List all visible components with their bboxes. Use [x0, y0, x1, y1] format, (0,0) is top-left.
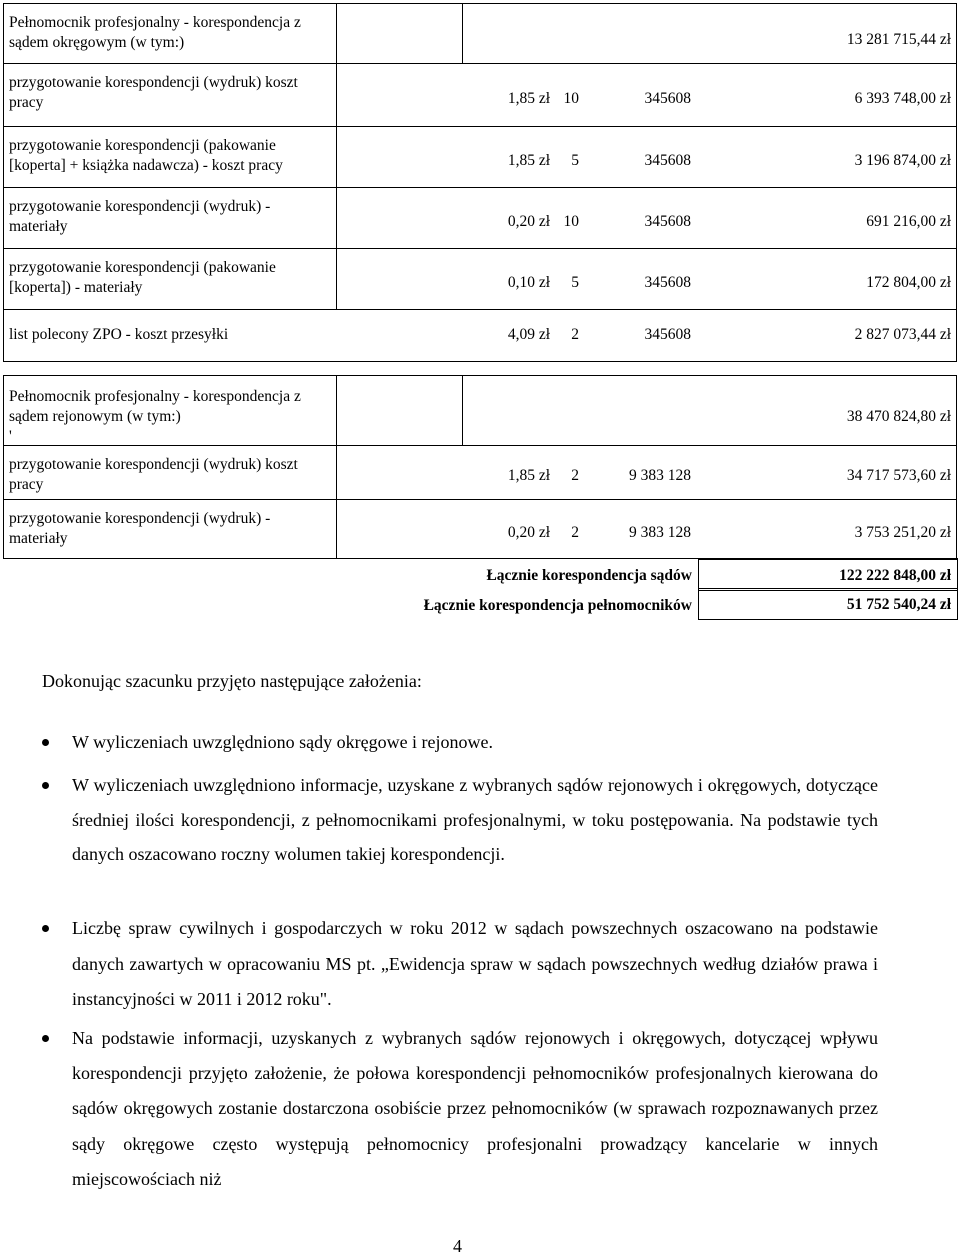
row-total: 3 196 874,00 zł: [854, 152, 951, 169]
row-description: przygotowanie korespondencji (pakowanie [koperta]) - materiały: [9, 259, 276, 296]
count-value: 2: [571, 326, 579, 343]
cases-value: 345608: [644, 274, 691, 291]
rate-value: 1,85 zł: [507, 467, 550, 484]
bullet-icon: [42, 782, 49, 789]
list-item: W wyliczeniach uwzględniono informacje, uzyskane z wybranych sądów rejonowych i okręgowych, dotyczące średniej ilości korespondencji, z pełnomocnikami profesjonalnymi, w toku postępowania. Na podstawie tych danych oszacowano roczny wolumen takiej korespondencji.: [72, 768, 878, 872]
cases-value: 345608: [644, 90, 691, 107]
row-total: 691 216,00 zł: [866, 213, 951, 230]
count-value: 10: [563, 90, 579, 107]
total-value-attorneys: 51 752 540,24 zł: [846, 596, 951, 613]
row-description: przygotowanie korespondencji (wydruk) - materiały: [9, 198, 271, 235]
row-description: przygotowanie korespondencji (wydruk) koszt pracy: [9, 74, 298, 111]
cases-value: 345608: [644, 326, 691, 343]
list-item: W wyliczeniach uwzględniono sądy okręgowe i rejonowe.: [72, 725, 878, 760]
rate-value: 1,85 zł: [507, 90, 550, 107]
row-description: Pełnomocnik profesjonalny - korespondencja z sądem okręgowym (w tym:): [9, 14, 301, 51]
row-description: przygotowanie korespondencji (wydruk) - materiały: [9, 510, 271, 547]
row-total: 13 281 715,44 zł: [846, 31, 951, 48]
rate-value: 0,20 zł: [507, 524, 550, 541]
cases-value: 9 383 128: [629, 524, 691, 541]
list-item: Na podstawie informacji, uzyskanych z wybranych sądów rejonowych i okręgowych, dotyczącej wpływu korespondencji przyjęto założenie, że połowa korespondencji pełnomocników profesjonalnych kierowana do sądów okręgowych zostanie dostarczona osobiście przez pełnomocników (w sprawach rozpoznawanych przez sądy okręgowe często występują pełnomocnicy profesjonalni prowadzący kancelarie w innych miejscowościach niż: [72, 1021, 878, 1197]
cases-value: 345608: [644, 213, 691, 230]
row-note: ': [9, 428, 12, 445]
total-value-courts: 122 222 848,00 zł: [839, 567, 951, 584]
rate-value: 0,10 zł: [507, 274, 550, 291]
page-number: 4: [453, 1236, 462, 1256]
count-value: 5: [571, 274, 579, 291]
table-cell-spacer: [336, 375, 463, 446]
rate-value: 4,09 zł: [507, 326, 550, 343]
list-item: Liczbę spraw cywilnych i gospodarczych w roku 2012 w sądach powszechnych oszacowano na podstawie danych zawartych w opracowaniu MS pt. „Ewidencja spraw w sądach powszechnych według działów prawa i instancyjności w 2011 i 2012 roku".: [72, 911, 878, 1018]
bullet-icon: [42, 739, 49, 746]
row-total: 3 753 251,20 zł: [854, 524, 951, 541]
count-value: 2: [571, 524, 579, 541]
count-value: 10: [563, 213, 579, 230]
rate-value: 0,20 zł: [507, 213, 550, 230]
cases-value: 9 383 128: [629, 467, 691, 484]
bullet-icon: [42, 925, 49, 932]
row-total: 172 804,00 zł: [866, 274, 951, 291]
count-value: 5: [571, 152, 579, 169]
row-total: 6 393 748,00 zł: [854, 90, 951, 107]
bullet-icon: [42, 1035, 49, 1042]
row-total: 2 827 073,44 zł: [854, 326, 951, 343]
row-description: przygotowanie korespondencji (wydruk) koszt pracy: [9, 456, 298, 493]
total-box-courts: [698, 558, 958, 591]
row-description: list polecony ZPO - koszt przesyłki: [9, 326, 229, 343]
total-box-attorneys: [698, 588, 958, 620]
row-description: Pełnomocnik profesjonalny - korespondencja z sądem rejonowym (w tym:): [9, 388, 301, 425]
row-description: przygotowanie korespondencji (pakowanie [koperta] + książka nadawcza) - koszt pracy: [9, 137, 283, 174]
row-total: 34 717 573,60 zł: [846, 467, 951, 484]
table-cell-spacer: [336, 3, 463, 64]
row-total: 38 470 824,80 zł: [846, 408, 951, 425]
total-label-attorneys: Łącznie korespondencja pełnomocników: [423, 597, 692, 614]
assumptions-intro: Dokonując szacunku przyjęto następujące założenia:: [42, 671, 422, 691]
total-label-courts: Łącznie korespondencja sądów: [486, 567, 692, 584]
rate-value: 1,85 zł: [507, 152, 550, 169]
cases-value: 345608: [644, 152, 691, 169]
count-value: 2: [571, 467, 579, 484]
